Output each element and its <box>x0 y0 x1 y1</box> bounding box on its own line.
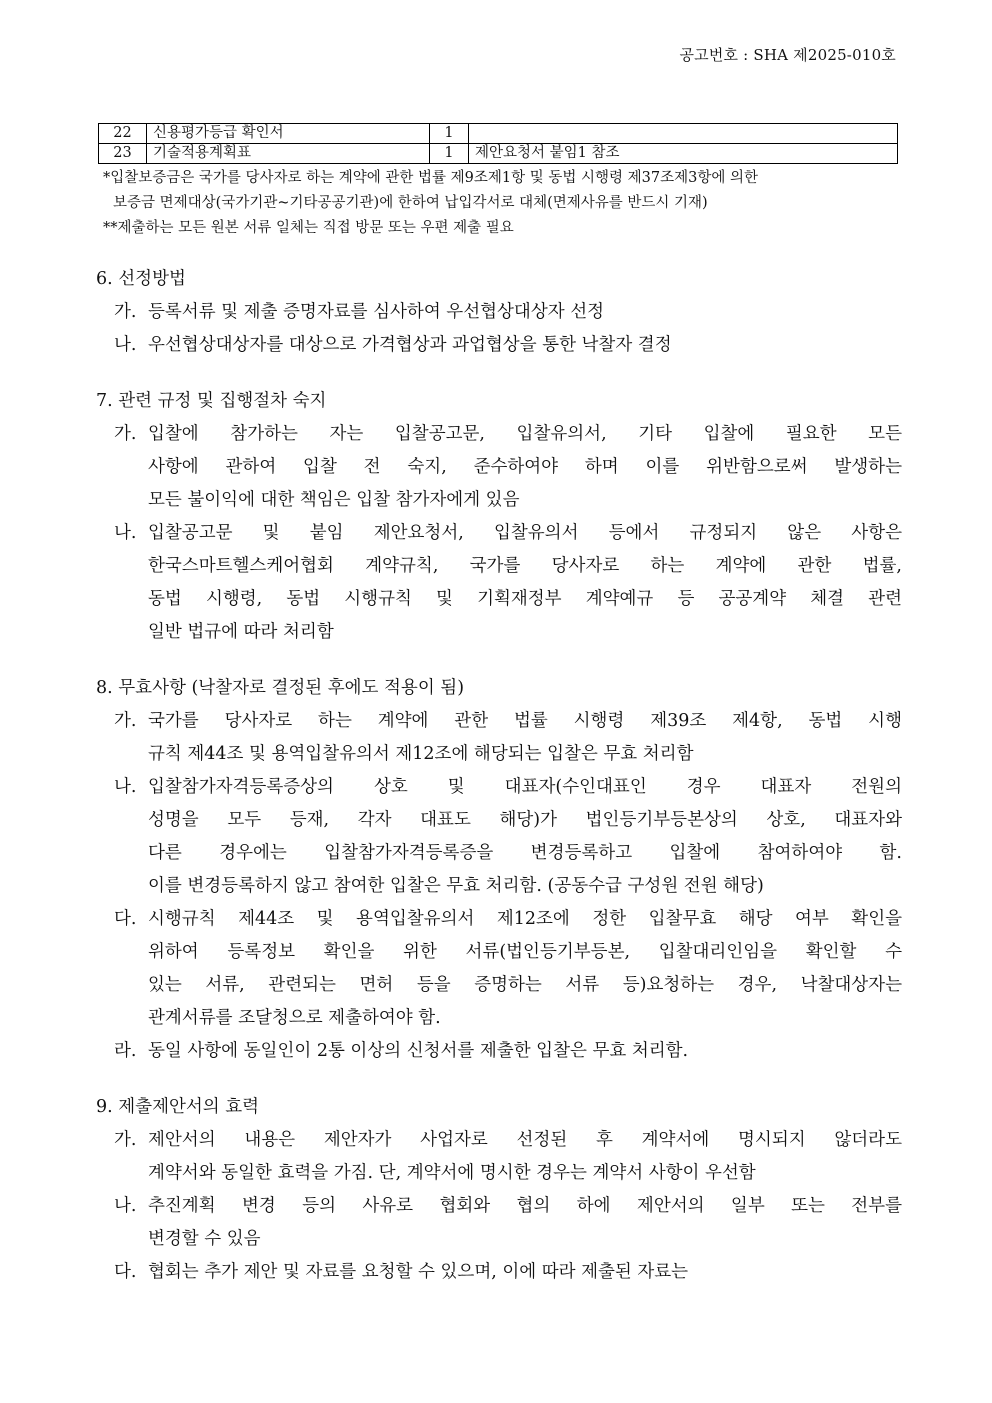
item-text-line: 국가를 당사자로 하는 계약에 관한 법률 시행령 제39조 제4항, 동법 시행 <box>148 711 902 731</box>
table-notes <box>103 166 903 241</box>
document-table <box>98 123 898 164</box>
list-item <box>96 1190 902 1256</box>
list-item <box>96 903 902 1035</box>
item-text-line: 일반 법규에 따라 처리함 <box>148 622 334 642</box>
item-text-line: 이를 변경등록하지 않고 참여한 입찰은 무효 처리함. (공동수급 구성원 전원 해당) <box>148 876 764 896</box>
list-item <box>96 1256 902 1289</box>
note-line: 보증금 면제대상(국가기관~기타공공기관)에 한하여 납입각서로 대체(면제사유를 반드시 기재) <box>113 195 708 211</box>
item-text-line: 사항에 관하여 입찰 전 숙지, 준수하여야 하며 이를 위반함으로써 발생하는 <box>148 457 902 477</box>
section <box>96 1090 902 1289</box>
remark <box>469 124 898 144</box>
list-item <box>96 705 902 771</box>
section <box>96 262 902 362</box>
item-text-line: 위하여 등록정보 확인을 위한 서류(법인등기부등본, 입찰대리인임을 확인할 수 <box>148 942 902 962</box>
list-item <box>96 296 902 329</box>
notice-number: 공고번호 : SHA 제2025-010호 <box>679 46 896 64</box>
item-text-line: 다른 경우에는 입찰참가자격등록증을 변경등록하고 입찰에 참여하여야 함. <box>148 843 902 863</box>
list-item <box>96 771 902 903</box>
note-line: *입찰보증금은 국가를 당사자로 하는 계약에 관한 법률 제9조제1항 및 동법 시행령 제37조제3항에 의한 <box>103 170 758 186</box>
item-text-line: 입찰에 참가하는 자는 입찰공고문, 입찰유의서, 기타 입찰에 필요한 모든 <box>148 424 902 444</box>
document-name: 기술적용계획표 <box>147 144 430 164</box>
item-text-line: 모든 불이익에 대한 책임은 입찰 참가자에게 있음 <box>148 490 520 510</box>
item-text-line: 동법 시행령, 동법 시행규칙 및 기획재정부 계약예규 등 공공계약 체결 관련 <box>148 589 902 609</box>
item-text-line: 추진계획 변경 등의 사유로 협회와 협의 하에 제안서의 일부 또는 전부를 <box>148 1196 902 1216</box>
item-text-line: 입찰공고문 및 붙임 제안요청서, 입찰유의서 등에서 규정되지 않은 사항은 <box>148 523 902 543</box>
table-row <box>99 144 898 164</box>
item-text-line: 성명을 모두 등재, 각자 대표도 해당)가 법인등기부등본상의 상호, 대표자와 <box>148 810 902 830</box>
list-item <box>96 418 902 517</box>
item-text-line: 제안서의 내용은 제안자가 사업자로 선정된 후 계약서에 명시되지 않더라도 <box>148 1130 902 1150</box>
item-marker: 가. <box>114 302 137 322</box>
item-marker: 나. <box>114 1196 137 1216</box>
row-number: 23 <box>99 144 147 164</box>
table-row <box>99 124 898 144</box>
item-marker: 가. <box>114 1130 137 1150</box>
item-text-line: 계약서와 동일한 효력을 가짐. 단, 계약서에 명시한 경우는 계약서 사항이 우선함 <box>148 1163 756 1183</box>
list-item <box>96 329 902 362</box>
section <box>96 671 902 1068</box>
item-text-line: 우선협상대상자를 대상으로 가격협상과 과업협상을 통한 낙찰자 결정 <box>148 335 672 355</box>
item-marker: 가. <box>114 711 137 731</box>
list-item <box>96 1124 902 1190</box>
section <box>96 384 902 649</box>
section-title: 7. 관련 규정 및 집행절차 숙지 <box>96 391 327 411</box>
item-text-line: 규칙 제44조 및 용역입찰유의서 제12조에 해당되는 입찰은 무효 처리함 <box>148 744 694 764</box>
item-marker: 나. <box>114 523 137 543</box>
item-text-line: 등록서류 및 제출 증명자료를 심사하여 우선협상대상자 선정 <box>148 302 604 322</box>
item-marker: 라. <box>114 1041 137 1061</box>
note-line: **제출하는 모든 원본 서류 일체는 직접 방문 또는 우편 제출 필요 <box>103 220 514 236</box>
item-text-line: 입찰참가자격등록증상의 상호 및 대표자(수인대표인 경우 대표자 전원의 <box>148 777 902 797</box>
item-text-line: 동일 사항에 동일인이 2통 이상의 신청서를 제출한 입찰은 무효 처리함. <box>148 1041 689 1061</box>
item-text-line: 변경할 수 있음 <box>148 1229 261 1249</box>
document-name: 신용평가등급 확인서 <box>147 124 430 144</box>
quantity: 1 <box>430 124 469 144</box>
item-text-line: 협회는 추가 제안 및 자료를 요청할 수 있으며, 이에 따라 제출된 자료는 <box>148 1262 689 1282</box>
item-marker: 나. <box>114 777 137 797</box>
item-marker: 나. <box>114 335 137 355</box>
section-title: 8. 무효사항 (낙찰자로 결정된 후에도 적용이 됨) <box>96 678 465 698</box>
list-item <box>96 517 902 649</box>
section-title: 9. 제출제안서의 효력 <box>96 1097 260 1117</box>
quantity: 1 <box>430 144 469 164</box>
section-title: 6. 선정방법 <box>96 269 186 289</box>
item-text-line: 관계서류를 조달청으로 제출하여야 함. <box>148 1008 441 1028</box>
item-marker: 다. <box>114 1262 137 1282</box>
remark: 제안요청서 붙임1 참조 <box>469 144 898 164</box>
item-text-line: 한국스마트헬스케어협회 계약규칙, 국가를 당사자로 하는 계약에 관한 법률, <box>148 556 902 576</box>
document-body <box>96 262 902 1311</box>
item-marker: 다. <box>114 909 137 929</box>
list-item <box>96 1035 902 1068</box>
item-text-line: 있는 서류, 관련되는 면허 등을 증명하는 서류 등)요청하는 경우, 낙찰대상자는 <box>148 975 902 995</box>
item-marker: 가. <box>114 424 137 444</box>
row-number: 22 <box>99 124 147 144</box>
item-text-line: 시행규칙 제44조 및 용역입찰유의서 제12조에 정한 입찰무효 해당 여부 확인을 <box>148 909 902 929</box>
